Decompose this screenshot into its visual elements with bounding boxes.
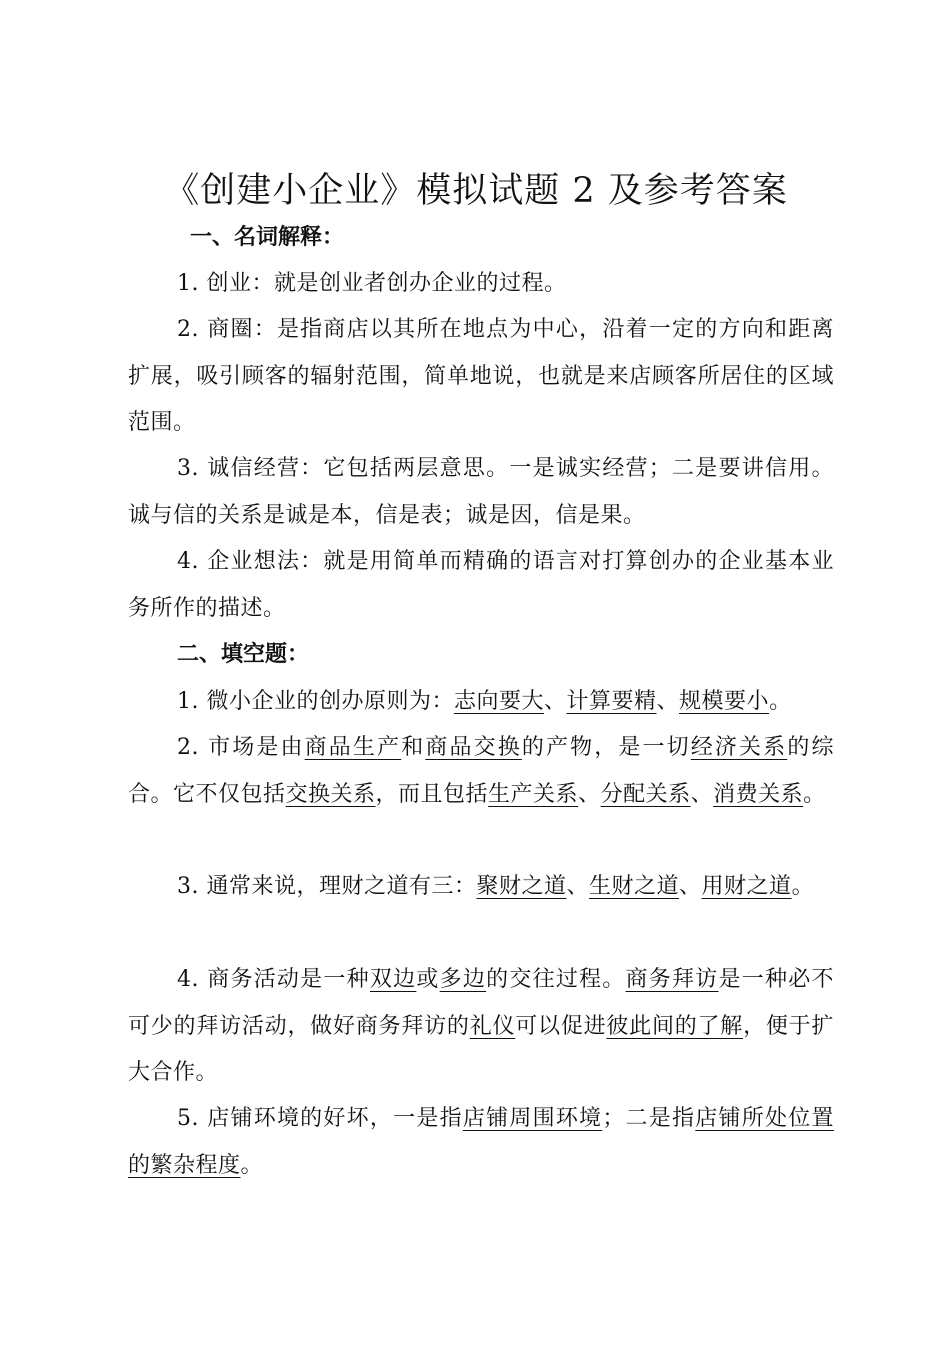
paragraph-text: 。	[803, 781, 826, 807]
answer-blank: 经济关系	[690, 735, 788, 760]
answer-blank: 消费关系	[713, 781, 804, 807]
answer-blank: 多边	[439, 967, 487, 992]
paragraph-text: ；二是指	[602, 1106, 696, 1131]
answer-blank: 商品交换	[425, 735, 522, 760]
paragraph-text: 4. 商务活动是一种	[177, 967, 370, 992]
paragraph-text: 3. 通常来说，理财之道有三：	[177, 874, 477, 899]
answer-blank: 志向要大	[453, 689, 544, 714]
paragraph-text: ，便于扩大合作。	[128, 1013, 834, 1085]
answer-blank: 彼此间的了解	[606, 1013, 744, 1039]
paragraph-text: 可以促进	[515, 1013, 607, 1039]
answer-blank: 商务拜访	[625, 967, 719, 992]
paragraph-text: 、	[656, 689, 680, 714]
paragraph-text: 、	[578, 781, 601, 807]
definition-item	[128, 446, 834, 539]
answer-blank: 分配关系	[600, 781, 691, 807]
answer-blank: 聚财之道	[476, 874, 567, 899]
paragraph-text: 和	[401, 735, 426, 760]
answer-blank: 店铺所处位置的繁杂程度	[128, 1106, 834, 1178]
answer-blank: 生产关系	[488, 781, 579, 807]
paragraph-text: 的产物，是一切	[521, 735, 691, 760]
answer-blank: 计算要精	[566, 689, 657, 714]
paragraph-text: 、	[690, 781, 714, 807]
paragraph-text: 的综合。它不仅包括	[128, 735, 834, 807]
fill-in-item	[128, 957, 834, 1097]
paragraph-text: 2. 市场是由	[177, 735, 305, 760]
page-title: 《创建小企业》模拟试题 2 及参考答案	[164, 171, 788, 211]
fill-in-item	[128, 1096, 834, 1189]
fill-in-item	[128, 679, 834, 726]
section-heading-fill-in: 二、填空题：	[177, 642, 310, 667]
definition-item	[128, 261, 834, 308]
paragraph-text: 、	[679, 874, 702, 899]
paragraph-text: 或	[416, 967, 440, 992]
section-heading-definitions: 一、名词解释：	[190, 225, 345, 250]
paragraph-text: 5. 店铺环境的好坏，一是指	[177, 1106, 463, 1131]
fill-in-item	[128, 725, 834, 818]
paragraph-text: 。	[769, 689, 792, 714]
paragraph-text: 。	[240, 1152, 264, 1178]
answer-blank: 交换关系	[285, 781, 376, 807]
fill-in-item	[128, 864, 834, 911]
paragraph-text: 1. 微小企业的创办原则为：	[177, 689, 454, 714]
paragraph-text: 、	[544, 689, 567, 714]
paragraph-text: 、	[566, 874, 590, 899]
answer-blank: 用财之道	[701, 874, 792, 899]
answer-blank: 礼仪	[469, 1013, 516, 1039]
answer-blank: 生财之道	[589, 874, 680, 899]
answer-blank: 商品生产	[304, 735, 402, 760]
definition-item	[128, 307, 834, 447]
paragraph-text: 是一种必不可少的拜访活动，做好商务拜访的	[128, 967, 834, 1039]
answer-blank: 双边	[369, 967, 417, 992]
answer-blank: 规模要小	[679, 689, 770, 714]
paragraph-text: 2. 商圈：是指商店以其所在地点为中心，沿着一定的方向和距离扩展，吸引顾客的辐射范围，简单地说，也就是来店顾客所居住的区域范围。	[128, 317, 834, 435]
paragraph-text: 1. 创业：就是创业者创办企业的过程。	[177, 271, 567, 296]
definition-item	[128, 539, 834, 632]
answer-blank: 店铺周围环境	[462, 1106, 603, 1131]
paragraph-text: ，而且包括	[375, 781, 489, 807]
paragraph-text: 。	[791, 874, 815, 899]
paragraph-text: 4. 企业想法：就是用简单而精确的语言对打算创办的企业基本业务所作的描述。	[128, 549, 834, 621]
paragraph-text: 3. 诚信经营：它包括两层意思。一是诚实经营；二是要讲信用。诚与信的关系是诚是本，信是表；诚是因，信是果。	[128, 456, 834, 528]
paragraph-text: 的交往过程。	[486, 967, 626, 992]
